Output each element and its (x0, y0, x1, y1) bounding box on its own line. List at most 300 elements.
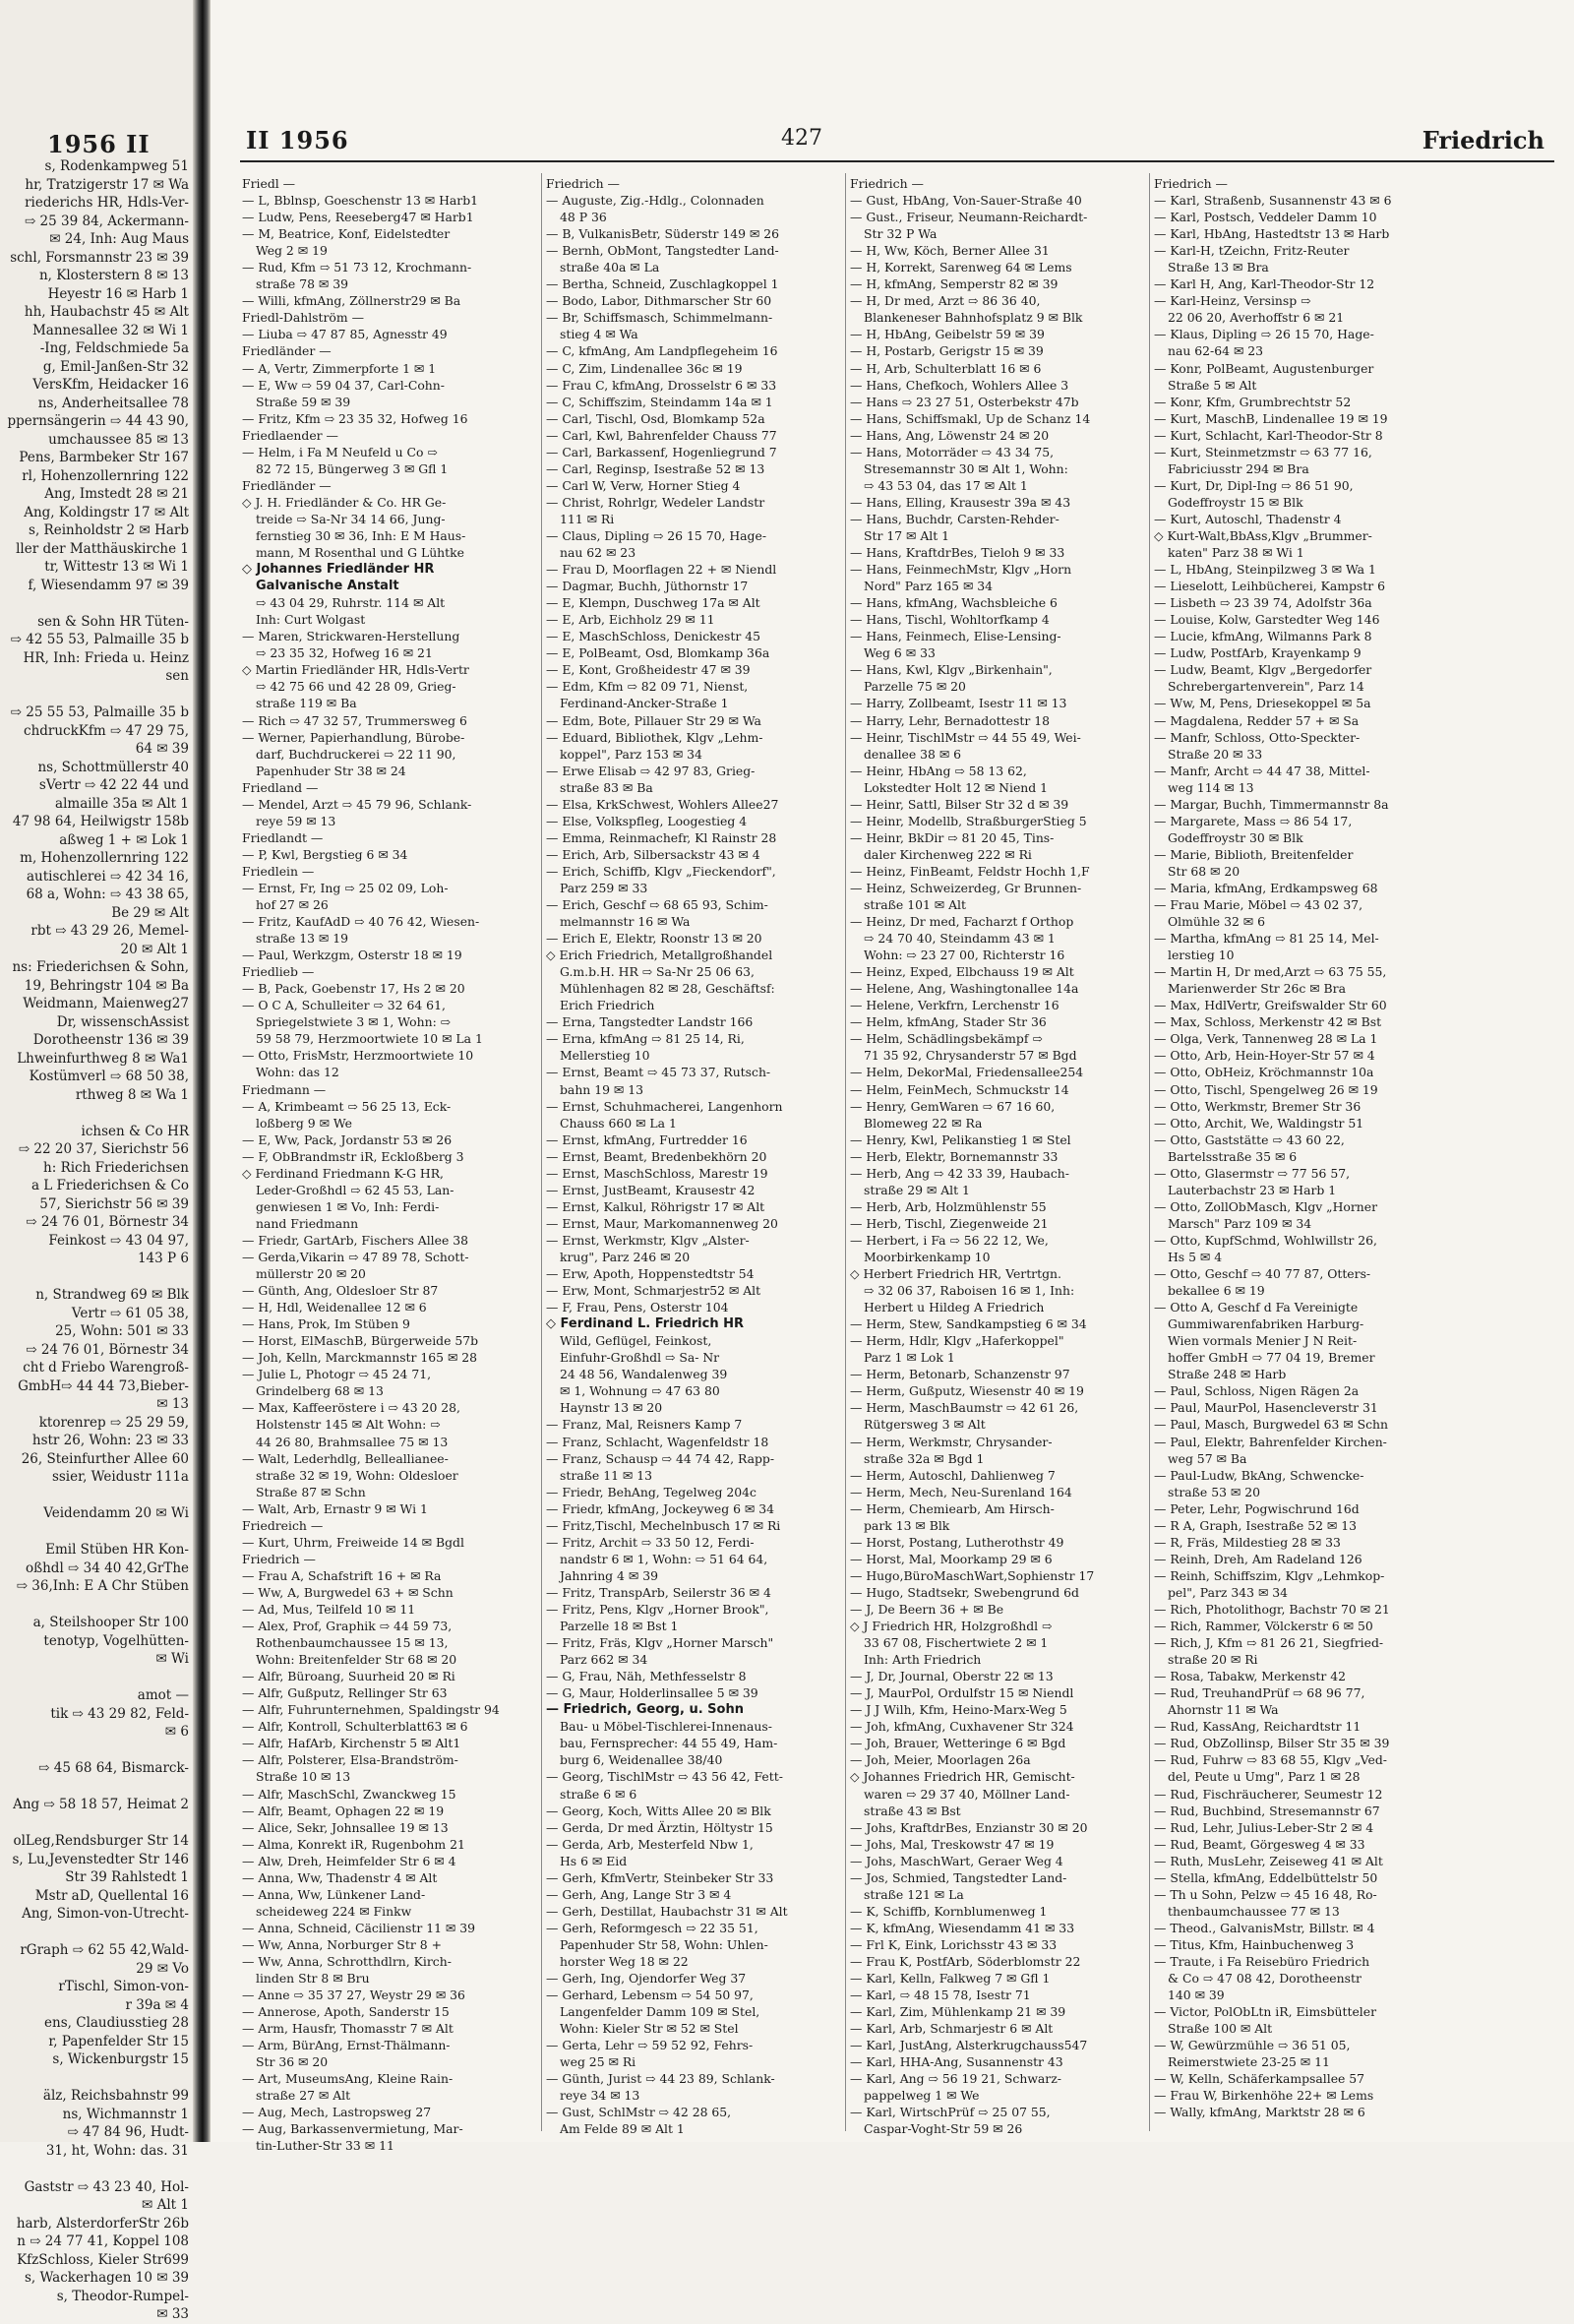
directory-entry-line: — Rud, KassAng, Reichardtstr 11 (1154, 1719, 1362, 1735)
directory-entry-line: — Heinz, Dr med, Facharzt f Orthop (850, 914, 1074, 930)
directory-entry-line: — Karl, Kelln, Falkweg 7 ✉ Gfl 1 (850, 1971, 1051, 1987)
directory-entry-line: — Ernst, Werkmstr, Klgv „Alster- (546, 1232, 750, 1248)
directory-entry-line: — Karl, JustAng, Alsterkrugchauss547 (850, 2038, 1088, 2053)
directory-entry-line: Friedlein — (242, 863, 315, 879)
directory-entry-line: Godeffroystr 30 ✉ Blk (1168, 829, 1303, 845)
left-page-line: -Ing, Feldschmiede 5a (39, 340, 189, 356)
left-page-line: sen & Sohn HR Tüten- (37, 613, 189, 630)
directory-entry-line: — Gerh, Destillat, Haubachstr 31 ✉ Alt (546, 1903, 788, 1919)
directory-entry-line: — Alfr, Büroang, Suurheid 20 ✉ Ri (242, 1669, 455, 1684)
directory-entry-line: — Herm, Stew, Sandkampstieg 6 ✉ 34 (850, 1316, 1087, 1332)
directory-entry-line: — Martha, kfmAng ⇨ 81 25 14, Mel- (1154, 931, 1379, 947)
book-gutter (193, 0, 211, 2142)
left-page-line: schl, Forsmannstr 23 ✉ 39 (10, 249, 189, 266)
directory-entry-line: Langenfelder Damm 109 ✉ Stel, (560, 2004, 760, 2020)
directory-entry-line: 48 P 36 (560, 210, 607, 225)
directory-entry-line: Spriegelstwiete 3 ✉ 1, Wohn: ⇨ (256, 1014, 452, 1030)
directory-entry-line: — Lieselott, Leihbücherei, Kampstr 6 (1154, 579, 1385, 594)
directory-entry-line: & Co ⇨ 47 08 42, Dorotheenstr (1168, 1971, 1362, 1987)
directory-entry-line: — Gerh, Reformgesch ⇨ 22 35 51, (546, 1920, 758, 1935)
directory-entry-line: — Otto A, Geschf d Fa Vereinigte (1154, 1300, 1359, 1315)
directory-entry-line: — Rich, J, Kfm ⇨ 81 26 21, Siegfried- (1154, 1635, 1384, 1651)
directory-entry-line: — Paul, Werkzgm, Osterstr 18 ✉ 19 (242, 948, 462, 963)
directory-entry-line: — Herb, Tischl, Ziegenweide 21 (850, 1215, 1049, 1231)
directory-entry-line: — Fritz, TranspArb, Seilerstr 36 ✉ 4 (546, 1584, 771, 1600)
directory-entry-line: — Johs, MaschWart, Geraer Weg 4 (850, 1853, 1063, 1868)
directory-entry-line: Parzelle 18 ✉ Bst 1 (560, 1619, 679, 1634)
directory-entry-line: Friedreich — (242, 1517, 324, 1533)
directory-entry-line: — Max, Kaffeeröstere i ⇨ 43 20 28, (242, 1400, 460, 1416)
directory-column-3 (850, 175, 1145, 2137)
directory-entry-line: weg 57 ✉ Ba (1168, 1450, 1247, 1466)
directory-entry-line: — Kurt, Autoschl, Thadenstr 4 (1154, 511, 1342, 526)
directory-entry-line: — Alfr, Gußputz, Rellinger Str 63 (242, 1685, 448, 1701)
left-page-line: ns, Schottmüllerstr 40 (37, 759, 189, 775)
directory-entry-line: — Hans, KraftdrBes, Tieloh 9 ✉ 33 (850, 545, 1065, 561)
directory-entry-line: — Ludw, Pens, Reeseberg47 ✉ Harb1 (242, 210, 474, 225)
left-page-column (0, 157, 193, 2324)
directory-entry-line: — Hans, Feinmech, Elise-Lensing- (850, 629, 1061, 644)
directory-entry-line: Am Felde 89 ✉ Alt 1 (560, 2121, 685, 2137)
directory-entry-line: — Erwe Elisab ⇨ 42 97 83, Grieg- (546, 763, 756, 778)
left-page-line: KfzSchloss, Kieler Str699 (17, 2251, 189, 2268)
directory-entry-line: Wien vormals Menier J N Reit- (1168, 1333, 1358, 1349)
directory-entry-line: — Hans, Prok, Im Stüben 9 (242, 1316, 410, 1332)
directory-entry-line: loßberg 9 ✉ We (256, 1115, 352, 1131)
directory-entry-line: — Franz, Schlacht, Wagenfeldstr 18 (546, 1434, 769, 1449)
left-page-line: ller der Matthäuskirche 1 (16, 540, 189, 557)
directory-entry-line: — Horst, Mal, Moorkamp 29 ✉ 6 (850, 1551, 1053, 1566)
directory-entry-line: — Anna, Ww, Lünkener Land- (242, 1886, 426, 1902)
left-page-line: Vertr ⇨ 61 05 38, (71, 1305, 189, 1321)
directory-entry-line: Gummiwarenfabriken Harburg- (1168, 1316, 1364, 1332)
directory-entry-line: Olmühle 32 ✉ 6 (1168, 914, 1265, 930)
directory-entry-line: straße 53 ✉ 20 (1168, 1484, 1260, 1499)
directory-entry-line: — Horst, ElMaschB, Bürgerweide 57b (242, 1333, 479, 1349)
directory-entry-line: — Carl, Reginsp, Isestraße 52 ✉ 13 (546, 460, 765, 476)
directory-entry-line: Grindelberg 68 ✉ 13 (256, 1383, 384, 1399)
left-page-line: Str 39 Rahlstedt 1 (65, 1869, 189, 1885)
directory-entry-line: tin-Luther-Str 33 ✉ 11 (256, 2138, 394, 2154)
directory-entry-line: — C, Schiffszim, Steindamm 14a ✉ 1 (546, 394, 773, 409)
directory-entry-line: — H, Postarb, Gerigstr 15 ✉ 39 (850, 343, 1044, 359)
directory-entry-line: Str 17 ✉ Alt 1 (864, 527, 950, 543)
directory-entry-line: — Johs, Mal, Treskowstr 47 ✉ 19 (850, 1836, 1055, 1852)
left-page-line: a, Steilshooper Str 100 (32, 1615, 189, 1630)
left-page-line: ⇨ 22 20 37, Sierichstr 56 (18, 1141, 189, 1157)
directory-entry-line: del, Peute u Umg", Parz 1 ✉ 28 (1168, 1769, 1361, 1785)
directory-entry-line: — Max, Schloss, Merkenstr 42 ✉ Bst (1154, 1014, 1382, 1030)
directory-entry-line: — B, VulkanisBetr, Süderstr 149 ✉ 26 (546, 226, 779, 242)
directory-entry-line: — Kurt, Uhrm, Freiweide 14 ✉ Bgdl (242, 1534, 464, 1550)
directory-entry-line: — Magdalena, Redder 57 + ✉ Sa (1154, 712, 1360, 728)
directory-entry-line: — Hans, Buchdr, Carsten-Rehder- (850, 511, 1059, 526)
left-page-line: Ang, Koldingstr 17 ✉ Alt (24, 504, 189, 520)
header-rule (240, 160, 1554, 162)
directory-entry-line: Lauterbachstr 23 ✉ Harb 1 (1168, 1182, 1337, 1197)
directory-entry-line: — Werner, Papierhandlung, Bürobe- (242, 729, 465, 745)
directory-entry-line: — L, Bblnsp, Goeschenstr 13 ✉ Harb1 (242, 193, 479, 209)
directory-entry-line: — H, Korrekt, Sarenweg 64 ✉ Lems (850, 260, 1072, 275)
directory-entry-line: — Herm, Mech, Neu-Surenland 164 (850, 1484, 1072, 1499)
directory-entry-line: — Hugo, Stadtsekr, Swebengrund 6d (850, 1584, 1079, 1600)
directory-entry-line: Herbert u Hildeg A Friedrich (864, 1300, 1045, 1315)
directory-entry-line: — Ernst, Beamt ⇨ 45 73 37, Rutsch- (546, 1065, 771, 1080)
directory-entry-line: — Th u Sohn, Pelzw ⇨ 45 16 48, Ro- (1154, 1886, 1377, 1902)
directory-entry-line: — Gerda, Arb, Mesterfeld Nbw 1, (546, 1836, 754, 1852)
directory-entry-line: — Carl W, Verw, Horner Stieg 4 (546, 477, 741, 493)
directory-entry-line: fernstieg 30 ✉ 36, Inh: E M Haus- (256, 527, 466, 543)
directory-entry-line: Friedl — (242, 176, 296, 191)
directory-entry-line: — Karl, WirtschPrüf ⇨ 25 07 55, (850, 2105, 1051, 2120)
directory-entry-line: — Helm, Schädlingsbekämpf ⇨ (850, 1031, 1043, 1047)
directory-entry-line: — Ww, M, Pens, Driesekoppel ✉ 5a (1154, 696, 1371, 711)
directory-entry-line: — Friedr, kfmAng, Jockeyweg 6 ✉ 34 (546, 1500, 775, 1516)
directory-entry-line: Straße 13 ✉ Bra (1168, 260, 1269, 275)
directory-entry-line: — Fritz, Kfm ⇨ 23 35 32, Hofweg 16 (242, 410, 468, 426)
directory-entry-line: Rütgersweg 3 ✉ Alt (864, 1417, 986, 1433)
left-page-line: älz, Reichsbahnstr 99 (42, 2088, 189, 2104)
directory-entry-line: — Maria, kfmAng, Erdkampsweg 68 (1154, 880, 1378, 895)
directory-entry-line: Einfuhr-Großhdl ⇨ Sa- Nr (560, 1350, 720, 1366)
directory-entry-line: — Ernst, Maur, Markomannenweg 20 (546, 1215, 778, 1231)
directory-entry-line: — Fritz, Fräs, Klgv „Horner Marsch" (546, 1635, 774, 1651)
directory-entry-line: — Otto, ObHeiz, Kröchmannstr 10a (1154, 1065, 1374, 1080)
directory-entry-line: 71 35 92, Chrysanderstr 57 ✉ Bgd (864, 1048, 1077, 1064)
directory-entry-line: — Rosa, Tabakw, Merkenstr 42 (1154, 1669, 1346, 1684)
directory-entry-line: — H, HbAng, Geibelstr 59 ✉ 39 (850, 327, 1045, 342)
directory-entry-line: — Frau D, Moorflagen 22 + ✉ Niendl (546, 562, 777, 578)
directory-entry-line: — Harry, Lehr, Bernadottestr 18 (850, 712, 1050, 728)
directory-entry-line: — Ernst, Kalkul, Röhrigstr 17 ✉ Alt (546, 1198, 765, 1214)
directory-entry-line: — Herm, Gußputz, Wiesenstr 40 ✉ 19 (850, 1383, 1084, 1399)
directory-entry-line: — Lisbeth ⇨ 23 39 74, Adolfstr 36a (1154, 595, 1372, 611)
directory-entry-line: — Herm, MaschBaumstr ⇨ 42 61 26, (850, 1400, 1079, 1416)
left-page-line: s, Theodor-Rumpel- (56, 2288, 189, 2304)
directory-entry-line: Friedlaender — (242, 427, 338, 443)
left-page-line: hr, Tratzigerstr 17 ✉ Wa (25, 176, 189, 193)
directory-entry-line: Ferdinand-Ancker-Straße 1 (560, 696, 729, 711)
left-page-line: m, Hohenzollernring 122 (20, 850, 189, 866)
directory-entry-line: horster Weg 18 ✉ 22 (560, 1953, 689, 1969)
left-page-line: rTischl, Simon-von- (58, 1979, 189, 1994)
directory-entry-line: — Karl-Heinz, Versinsp ⇨ (1154, 293, 1311, 309)
left-page-line: h: Rich Friederichsen (43, 1159, 189, 1176)
directory-entry-line: — Carl, Tischl, Osd, Blomkamp 52a (546, 410, 765, 426)
directory-entry-line: — Herm, Werkmstr, Chrysander- (850, 1434, 1053, 1449)
left-page-line: Mstr aD, Quellental 16 (34, 1887, 189, 1904)
directory-entry-line: — Hans ⇨ 23 27 51, Osterbekstr 47b (850, 394, 1079, 409)
left-page-line (0, 1104, 193, 1123)
left-page-line: f, Wiesendamm 97 ✉ 39 (28, 577, 189, 593)
left-page-line: aßweg 1 + ✉ Lok 1 (59, 831, 189, 848)
left-page-line: sen (165, 668, 189, 684)
left-page-line (0, 1742, 193, 1760)
directory-entry-line: — F, Frau, Pens, Osterstr 104 (546, 1300, 729, 1315)
directory-entry-line: Mühlenhagen 82 ✉ 28, Geschäftsf: (560, 981, 775, 997)
directory-entry-line: — G, Maur, Holderlinsallee 5 ✉ 39 (546, 1685, 758, 1701)
left-page-line (0, 1487, 193, 1505)
directory-entry-line: Parz 662 ✉ 34 (560, 1652, 648, 1668)
directory-entry-line: pappelweg 1 ✉ We (864, 2088, 980, 2104)
left-page-line: ⇨ 24 76 01, Börnestr 34 (26, 1341, 189, 1358)
left-page-line: sVertr ⇨ 42 22 44 und (38, 777, 189, 793)
left-page-line: s, Wackerhagen 10 ✉ 39 (24, 2270, 189, 2286)
directory-entry-line: — Manfr, Schloss, Otto-Speckter- (1154, 729, 1361, 745)
directory-entry-line: — Joh, Kelln, Marckmannstr 165 ✉ 28 (242, 1350, 478, 1366)
directory-entry-line: daler Kirchenweg 222 ✉ Ri (864, 846, 1032, 862)
left-page-line: rl, Hohenzollernring 122 (22, 467, 189, 484)
directory-entry-line: — Karl, Ang ⇨ 56 19 21, Schwarz- (850, 2071, 1061, 2087)
directory-entry-line: Parz 259 ✉ 33 (560, 880, 648, 895)
left-page-line: riederichs HR, Hdls-Ver- (25, 195, 189, 211)
directory-entry-line: — Joh, Meier, Moorlagen 26a (850, 1752, 1031, 1768)
directory-entry-line: Mellerstieg 10 (560, 1048, 650, 1064)
directory-entry-line: — Anne ⇨ 35 37 27, Weystr 29 ✉ 36 (242, 1988, 465, 2003)
left-page-line: n, Strandweg 69 ✉ Blk (35, 1287, 189, 1303)
directory-entry-line: — Olga, Verk, Tannenweg 28 ✉ La 1 (1154, 1031, 1378, 1047)
directory-entry-line: — Ludw, Beamt, Klgv „Bergedorfer (1154, 662, 1372, 678)
directory-entry-line: — Gust., Friseur, Neumann-Reichardt- (850, 210, 1088, 225)
directory-entry-line: straße 11 ✉ 13 (560, 1467, 652, 1483)
directory-entry-line: — H, Hdl, Weidenallee 12 ✉ 6 (242, 1300, 427, 1315)
directory-entry-line: — Frau C, kfmAng, Drosselstr 6 ✉ 33 (546, 377, 777, 393)
left-page-line: ✉ 6 (164, 1724, 189, 1740)
directory-entry-line: — Herm, Chemiearb, Am Hirsch- (850, 1500, 1055, 1516)
left-page-line: ✉ Alt 1 (142, 2197, 189, 2213)
directory-entry-line: — Alfr, MaschSchl, Zwanckweg 15 (242, 1786, 456, 1802)
directory-entry-line: Bartelsstraße 35 ✉ 6 (1168, 1148, 1298, 1164)
directory-entry-line: — Ernst, JustBeamt, Krausestr 42 (546, 1182, 756, 1197)
directory-entry-line: straße 6 ✉ 6 (560, 1786, 637, 1802)
left-page-line: Weidmann, Maienweg27 (23, 996, 189, 1011)
directory-entry-line: — Reinh, Schiffszim, Klgv „Lehmkop- (1154, 1567, 1385, 1583)
directory-entry-line: — Art, MuseumsAng, Kleine Rain- (242, 2071, 454, 2087)
directory-entry-line: bahn 19 ✉ 13 (560, 1081, 644, 1097)
directory-entry-line: — Erw, Mont, Schmarjestr52 ✉ Alt (546, 1283, 761, 1299)
left-page-line: harb, AlsterdorferStr 26b (16, 2215, 189, 2232)
directory-entry-line: — Ernst, Beamt, Bredenbekhörn 20 (546, 1148, 767, 1164)
directory-entry-line: — Rud, Buchbind, Stresemannstr 67 (1154, 1803, 1380, 1818)
directory-entry-line: krug", Parz 246 ✉ 20 (560, 1250, 691, 1264)
directory-entry-line: Blomeweg 22 ✉ Ra (864, 1115, 983, 1131)
directory-entry-line: — Rud, Beamt, Görgesweg 4 ✉ 33 (1154, 1836, 1365, 1852)
directory-entry-line: Straße 59 ✉ 39 (256, 394, 351, 409)
directory-entry-line: straße 83 ✉ Ba (560, 779, 653, 795)
directory-entry-line: Caspar-Voght-Str 59 ✉ 26 (864, 2121, 1023, 2137)
directory-entry-line: — Heinr, BkDir ⇨ 81 20 45, Tins- (850, 829, 1055, 845)
directory-entry-line: — Erich E, Elektr, Roonstr 13 ✉ 20 (546, 931, 762, 947)
directory-entry-line: — Helm, FeinMech, Schmuckstr 14 (850, 1081, 1069, 1097)
directory-entry-line: Rothenbaumchaussee 15 ✉ 13, (256, 1635, 449, 1651)
directory-entry-line: — Hans, Chefkoch, Wohlers Allee 3 (850, 377, 1069, 393)
directory-entry-line: — F, ObBrandmstr iR, Eckloßberg 3 (242, 1148, 464, 1164)
directory-entry-line: — Ernst, Schuhmacherei, Langenhorn (546, 1098, 783, 1114)
directory-entry-line: Papenhuder Str 58, Wohn: Uhlen- (560, 1936, 768, 1952)
left-page-line (0, 2069, 193, 2088)
directory-entry-line: — Christ, Rohrlgr, Wedeler Landstr (546, 494, 765, 510)
directory-entry-line: — Alw, Dreh, Heimfelder Str 6 ✉ 4 (242, 1853, 456, 1868)
directory-entry-line: — Louise, Kolw, Garstedter Weg 146 (1154, 612, 1380, 628)
directory-entry-line: — E, Kont, Großheidestr 47 ✉ 39 (546, 662, 751, 678)
left-page-line: hh, Haubachstr 45 ✉ Alt (24, 304, 189, 320)
directory-entry-line: — Ad, Mus, Teilfeld 10 ✉ 11 (242, 1601, 416, 1617)
left-page-line (0, 2160, 193, 2178)
directory-entry-line: — Heinz, FinBeamt, Feldstr Hochh 1,F (850, 863, 1090, 879)
directory-entry-line: — Julie L, Photogr ⇨ 45 24 71, (242, 1367, 432, 1382)
directory-entry-line: Friedlieb — (242, 964, 315, 980)
directory-entry-line: — Gerda,Vikarin ⇨ 47 89 78, Schott- (242, 1250, 469, 1264)
directory-entry-line: — Alex, Prof, Graphik ⇨ 44 59 73, (242, 1619, 453, 1634)
directory-entry-line: — Liuba ⇨ 47 87 85, Agnesstr 49 (242, 327, 448, 342)
directory-entry-line: — Heinr, Modellb, StraßburgerStieg 5 (850, 813, 1087, 828)
directory-entry-line: — Ww, A, Burgwedel 63 + ✉ Schn (242, 1584, 454, 1600)
column-divider (845, 173, 846, 2131)
left-page-line: ns: Friederichsen & Sohn, (12, 959, 189, 975)
directory-entry-line: Chauss 660 ✉ La 1 (560, 1115, 677, 1131)
left-page-line: n ⇨ 24 77 41, Koppel 108 (17, 2233, 189, 2249)
directory-column-2 (546, 175, 841, 2137)
directory-entry-line: — Br, Schiffsmasch, Schimmelmann- (546, 310, 773, 326)
directory-entry-line: — K, kfmAng, Wiesendamm 41 ✉ 33 (850, 1920, 1075, 1935)
left-page-line: Veidendamm 20 ✉ Wi (43, 1505, 189, 1521)
directory-entry-line: Friedl-Dahlström — (242, 310, 364, 326)
left-page-line: Gaststr ⇨ 43 23 40, Hol- (24, 2178, 189, 2195)
directory-entry-line: — Erw, Apoth, Hoppenstedtstr 54 (546, 1266, 755, 1282)
directory-entry-line: — Otto, FrisMstr, Herzmoortwiete 10 (242, 1048, 474, 1064)
left-page-line (0, 686, 193, 704)
left-page-line: VersKfm, Heidacker 16 (32, 377, 189, 393)
directory-entry-line: — Gerh, Ing, Ojendorfer Weg 37 (546, 1971, 747, 1987)
left-page-line: ppernsängerin ⇨ 44 43 90, (7, 413, 189, 429)
directory-entry-line: darf, Buchdruckerei ⇨ 22 11 90, (256, 746, 456, 762)
directory-entry-line: 24 48 56, Wandalenweg 39 (560, 1367, 728, 1382)
directory-entry-line: — Titus, Kfm, Hainbuchenweg 3 (1154, 1936, 1355, 1952)
directory-entry-line: — Hans, Motorräder ⇨ 43 34 75, (850, 444, 1055, 459)
directory-entry-line: — Karl, Postsch, Veddeler Damm 10 (1154, 210, 1377, 225)
directory-entry-line: — Lucie, kfmAng, Wilmanns Park 8 (1154, 629, 1372, 644)
directory-entry-line: Friedländer — (242, 477, 332, 493)
directory-entry-line: — Otto, Geschf ⇨ 40 77 87, Otters- (1154, 1266, 1371, 1282)
directory-entry-line: — Karl, HbAng, Hastedtstr 13 ✉ Harb (1154, 226, 1390, 242)
directory-entry-line: ◇ Ferdinand L. Friedrich HR (546, 1316, 745, 1332)
directory-entry-line: straße 32a ✉ Bgd 1 (864, 1450, 985, 1466)
directory-entry-line: Haynstr 13 ✉ 20 (560, 1400, 663, 1416)
directory-entry-line: straße 29 ✉ Alt 1 (864, 1182, 970, 1197)
directory-entry-line: — Hans, Tischl, Wohltorfkamp 4 (850, 612, 1050, 628)
left-page-line: 47 98 64, Heilwigstr 158b (12, 814, 189, 829)
directory-entry-line: — Frau W, Birkenhöhe 22+ ✉ Lems (1154, 2088, 1374, 2104)
left-page-line: amot — (137, 1687, 189, 1703)
directory-entry-line: — Rich, Rammer, Völckerstr 6 ✉ 50 (1154, 1619, 1373, 1634)
directory-entry-line: — Herb, Arb, Holzmühlenstr 55 (850, 1198, 1047, 1214)
directory-entry-line: — Anna, Schneid, Cäcilienstr 11 ✉ 39 (242, 1920, 475, 1935)
directory-entry-line: straße 78 ✉ 39 (256, 276, 348, 292)
directory-entry-line: — Ludw, PostfArb, Krayenkamp 9 (1154, 645, 1362, 661)
directory-entry-line: Galvanische Anstalt (256, 579, 399, 594)
directory-entry-line: — Helm, DekorMal, Friedensallee254 (850, 1065, 1084, 1080)
directory-entry-line: denallee 38 ✉ 6 (864, 746, 962, 762)
directory-entry-line: — W, Gewürzmühle ⇨ 36 51 05, (1154, 2038, 1351, 2053)
directory-entry-line: Wild, Geflügel, Feinkost, (560, 1333, 712, 1349)
directory-entry-line: — Erna, kfmAng ⇨ 81 25 14, Ri, (546, 1031, 745, 1047)
directory-entry-line: — Rud, Fischräucherer, Seumestr 12 (1154, 1786, 1383, 1802)
left-page-line: n, Klosterstern 8 ✉ 13 (38, 268, 189, 283)
directory-entry-line: — Aug, Barkassenvermietung, Mar- (242, 2121, 463, 2137)
left-page-line: tenotyp, Vogelhütten- (43, 1632, 189, 1649)
directory-entry-line: — H, kfmAng, Semperstr 82 ✉ 39 (850, 276, 1059, 292)
directory-entry-line: straße 27 ✉ Alt (256, 2088, 351, 2104)
directory-entry-line: — Franz, Mal, Reisners Kamp 7 (546, 1417, 743, 1433)
directory-entry-line: — Rich, Photolithogr, Bachstr 70 ✉ 21 (1154, 1601, 1390, 1617)
left-page-line: Mannesallee 32 ✉ Wi 1 (31, 322, 189, 338)
directory-entry-line: ◇ Ferdinand Friedmann K-G HR, (242, 1165, 444, 1181)
directory-entry-line: — Emma, Reinmachefr, Kl Rainstr 28 (546, 829, 777, 845)
directory-entry-line: nandstr 6 ✉ 1, Wohn: ⇨ 51 64 64, (560, 1551, 768, 1566)
left-page-line: Ang, Imstedt 28 ✉ 21 (44, 486, 189, 502)
directory-column-1 (242, 175, 537, 2154)
directory-entry-line: — P, Kwl, Bergstieg 6 ✉ 34 (242, 846, 408, 862)
directory-entry-line: — Gust, HbAng, Von-Sauer-Straße 40 (850, 193, 1082, 209)
directory-entry-line: straße 40a ✉ La (560, 260, 660, 275)
directory-entry-line: Friedmann — (242, 1081, 327, 1097)
directory-entry-line: — Henry, GemWaren ⇨ 67 16 60, (850, 1098, 1056, 1114)
directory-entry-line: — Rud, TreuhandPrüf ⇨ 68 96 77, (1154, 1685, 1365, 1701)
directory-entry-line: — Herbert, i Fa ⇨ 56 22 12, We, (850, 1232, 1049, 1248)
left-page-line (0, 594, 193, 613)
left-page-line: 57, Sierichstr 56 ✉ 39 (39, 1195, 189, 1212)
directory-entry-line: — Konr, Kfm, Grumbrechtstr 52 (1154, 394, 1352, 409)
directory-entry-line: — Otto, Glasermstr ⇨ 77 56 57, (1154, 1165, 1351, 1181)
directory-entry-line: — Wally, kfmAng, Marktstr 28 ✉ 6 (1154, 2105, 1365, 2120)
directory-entry-line: — H, Dr med, Arzt ⇨ 86 36 40, (850, 293, 1041, 309)
directory-entry-line: — C, Zim, Lindenallee 36c ✉ 19 (546, 360, 743, 376)
directory-entry-line: — Ruth, MusLehr, Zeiseweg 41 ✉ Alt (1154, 1853, 1383, 1868)
left-page-line: ⇨ 25 55 53, Palmaille 35 b (10, 704, 189, 720)
directory-entry-line: — Heinz, Schweizerdeg, Gr Brunnen- (850, 880, 1082, 895)
directory-entry-line: — Edm, Bote, Pillauer Str 29 ✉ Wa (546, 712, 761, 728)
directory-entry-line: Godeffroystr 15 ✉ Blk (1168, 494, 1303, 510)
directory-entry-line: — E, MaschSchloss, Denickestr 45 (546, 629, 760, 644)
directory-entry-line: — Ww, Anna, Schrotthdlrn, Kirch- (242, 1953, 452, 1969)
directory-entry-line: — Otto, Archit, We, Waldingstr 51 (1154, 1115, 1364, 1131)
directory-entry-line: ◇ J. H. Friedländer & Co. HR Ge- (242, 494, 447, 510)
directory-entry-line: — J, MaurPol, Ordulfstr 15 ✉ Niendl (850, 1685, 1074, 1701)
directory-entry-line: — J J Wilh, Kfm, Heino-Marx-Weg 5 (850, 1702, 1067, 1718)
directory-entry-line: — Herb, Elektr, Bornemannstr 33 (850, 1148, 1059, 1164)
directory-entry-line: burg 6, Weidenallee 38/40 (560, 1752, 723, 1768)
directory-entry-line: — Rud, ObZollinsp, Bilser Str 35 ✉ 39 (1154, 1736, 1390, 1751)
directory-entry-line: ⇨ 32 06 37, Raboisen 16 ✉ 1, Inh: (864, 1283, 1075, 1299)
directory-entry-line: Str 32 P Wa (864, 226, 938, 242)
directory-entry-line: — Auguste, Zig.-Hdlg., Colonnaden (546, 193, 764, 209)
directory-entry-line: — Jos, Schmied, Tangstedter Land- (850, 1869, 1067, 1885)
directory-entry-line: G.m.b.H. HR ⇨ Sa-Nr 25 06 63, (560, 964, 755, 980)
directory-entry-line: — Max, HdlVertr, Greifswalder Str 60 (1154, 998, 1387, 1013)
directory-entry-line: 22 06 20, Averhoffstr 6 ✉ 21 (1168, 310, 1345, 326)
directory-entry-line: ◇ Johannes Friedrich HR, Gemischt- (850, 1769, 1075, 1785)
left-page-line: ✉ 13 (156, 1396, 189, 1412)
directory-entry-line: — Arm, Hausfr, Thomasstr 7 ✉ Alt (242, 2021, 454, 2037)
directory-entry-line: ⇨ 24 70 40, Steindamm 43 ✉ 1 (864, 931, 1056, 947)
left-page-line: ns, Anderheitsallee 78 (37, 395, 189, 411)
left-page-line: 143 P 6 (137, 1251, 189, 1266)
directory-entry-line: — Elsa, KrkSchwest, Wohlers Allee27 (546, 796, 779, 812)
directory-entry-line: — Otto, Tischl, Spengelweg 26 ✉ 19 (1154, 1081, 1378, 1097)
directory-entry-line: ◇ Martin Friedländer HR, Hdls-Vertr (242, 662, 469, 678)
left-page-line (0, 1596, 193, 1615)
directory-entry-line: reye 59 ✉ 13 (256, 813, 336, 828)
